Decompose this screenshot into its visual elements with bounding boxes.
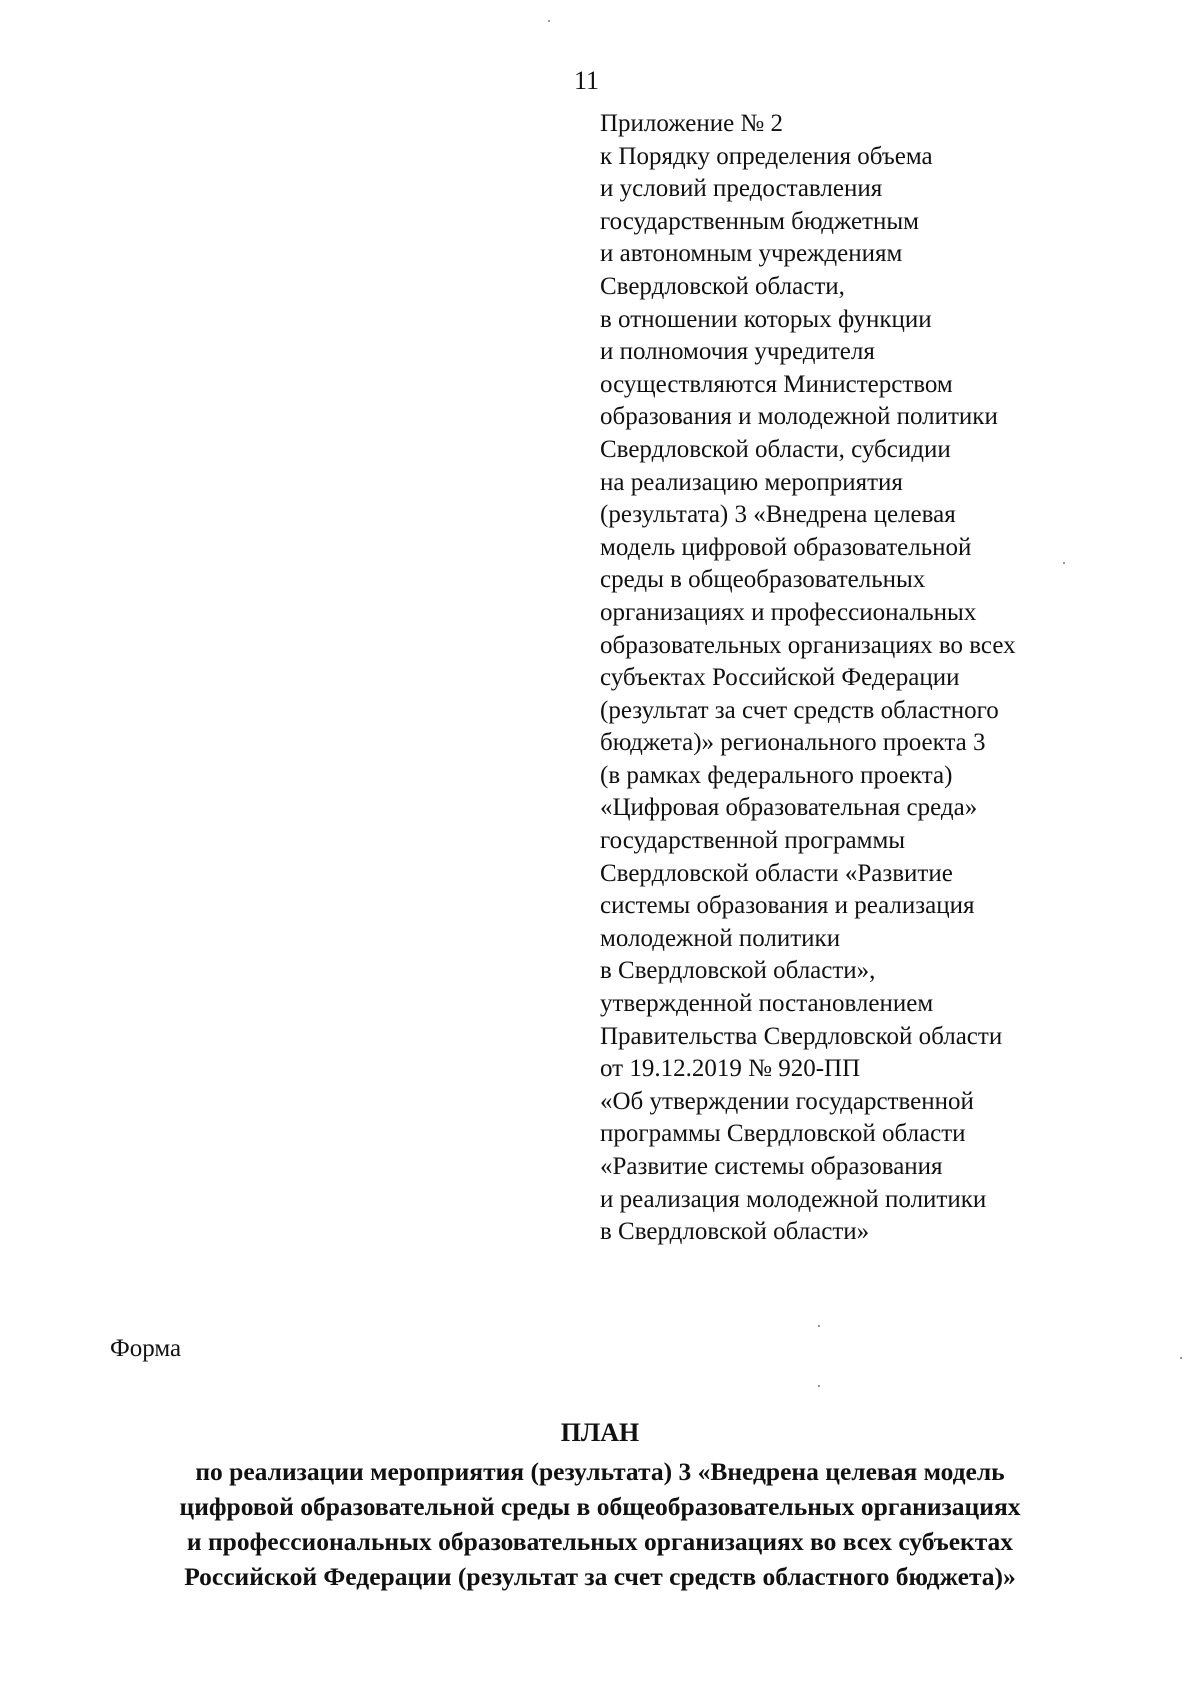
plan-subtitle-line: Российской Федерации (результат за счет средств областного бюджета)» bbox=[184, 1562, 1016, 1591]
appendix-line: к Порядку определения объема bbox=[600, 142, 933, 170]
appendix-line: «Об утверждении государственной bbox=[600, 1087, 974, 1115]
plan-subtitle-line: и профессиональных образовательных организациях во всех субъектах bbox=[186, 1527, 1014, 1556]
plan-subtitle-line: цифровой образовательной среды в общеобразовательных организациях bbox=[179, 1492, 1021, 1521]
appendix-line: (результата) 3 «Внедрена целевая bbox=[600, 501, 956, 529]
appendix-line: организациях и профессиональных bbox=[600, 598, 977, 626]
appendix-line: Свердловской области, bbox=[600, 272, 845, 300]
plan-heading bbox=[100, 1415, 1100, 1594]
appendix-line: субъектах Российской Федерации bbox=[600, 664, 960, 692]
form-label: Форма bbox=[110, 1335, 182, 1362]
scan-speck bbox=[548, 20, 550, 22]
appendix-line: от 19.12.2019 № 920-ПП bbox=[600, 1055, 861, 1083]
appendix-line: и условий предоставления bbox=[600, 175, 883, 203]
appendix-line: «Цифровая образовательная среда» bbox=[600, 794, 978, 822]
appendix-line: Приложение № 2 bbox=[600, 110, 784, 137]
plan-subtitle-line: по реализации мероприятия (результата) 3 «Внедрена целевая модель bbox=[195, 1457, 1005, 1486]
scan-speck bbox=[818, 1385, 820, 1387]
scan-speck bbox=[1063, 562, 1065, 564]
appendix-line: молодежной политики bbox=[600, 924, 841, 952]
appendix-line: системы образования и реализация bbox=[600, 892, 975, 920]
appendix-line: программы Свердловской области bbox=[600, 1120, 966, 1148]
appendix-line: и реализация молодежной политики bbox=[600, 1185, 987, 1213]
appendix-line: «Развитие системы образования bbox=[600, 1153, 943, 1180]
appendix-line: бюджета)» регионального проекта 3 bbox=[600, 729, 986, 757]
appendix-line: государственной программы bbox=[600, 827, 906, 855]
appendix-line: Свердловской области «Развитие bbox=[600, 859, 953, 887]
appendix-line: образовательных организациях во всех bbox=[600, 631, 1016, 659]
appendix-line: утвержденной постановлением bbox=[600, 990, 934, 1018]
plan-title: ПЛАН bbox=[560, 1418, 640, 1447]
appendix-block bbox=[600, 108, 1160, 1249]
appendix-line: и автономным учреждениям bbox=[600, 240, 903, 268]
appendix-line: государственным бюджетным bbox=[600, 207, 919, 235]
appendix-line: (результат за счет средств областного bbox=[600, 696, 999, 724]
appendix-line: модель цифровой образовательной bbox=[600, 533, 972, 561]
page-number: 11 bbox=[574, 66, 600, 95]
scan-speck bbox=[1180, 1357, 1182, 1359]
appendix-line: осуществляются Министерством bbox=[600, 370, 953, 398]
appendix-line: Свердловской области, субсидии bbox=[600, 435, 951, 463]
appendix-line: образования и молодежной политики bbox=[600, 403, 998, 431]
appendix-line: и полномочия учредителя bbox=[600, 338, 875, 366]
scan-speck bbox=[818, 1325, 820, 1327]
appendix-line: в отношении которых функции bbox=[600, 305, 932, 333]
appendix-line: в Свердловской области» bbox=[600, 1218, 870, 1246]
appendix-line: в Свердловской области», bbox=[600, 957, 876, 985]
appendix-line: (в рамках федерального проекта) bbox=[600, 761, 953, 789]
appendix-line: среды в общеобразовательных bbox=[600, 566, 926, 594]
appendix-line: Правительства Свердловской области bbox=[600, 1022, 1003, 1050]
appendix-line: на реализацию мероприятия bbox=[600, 468, 903, 496]
